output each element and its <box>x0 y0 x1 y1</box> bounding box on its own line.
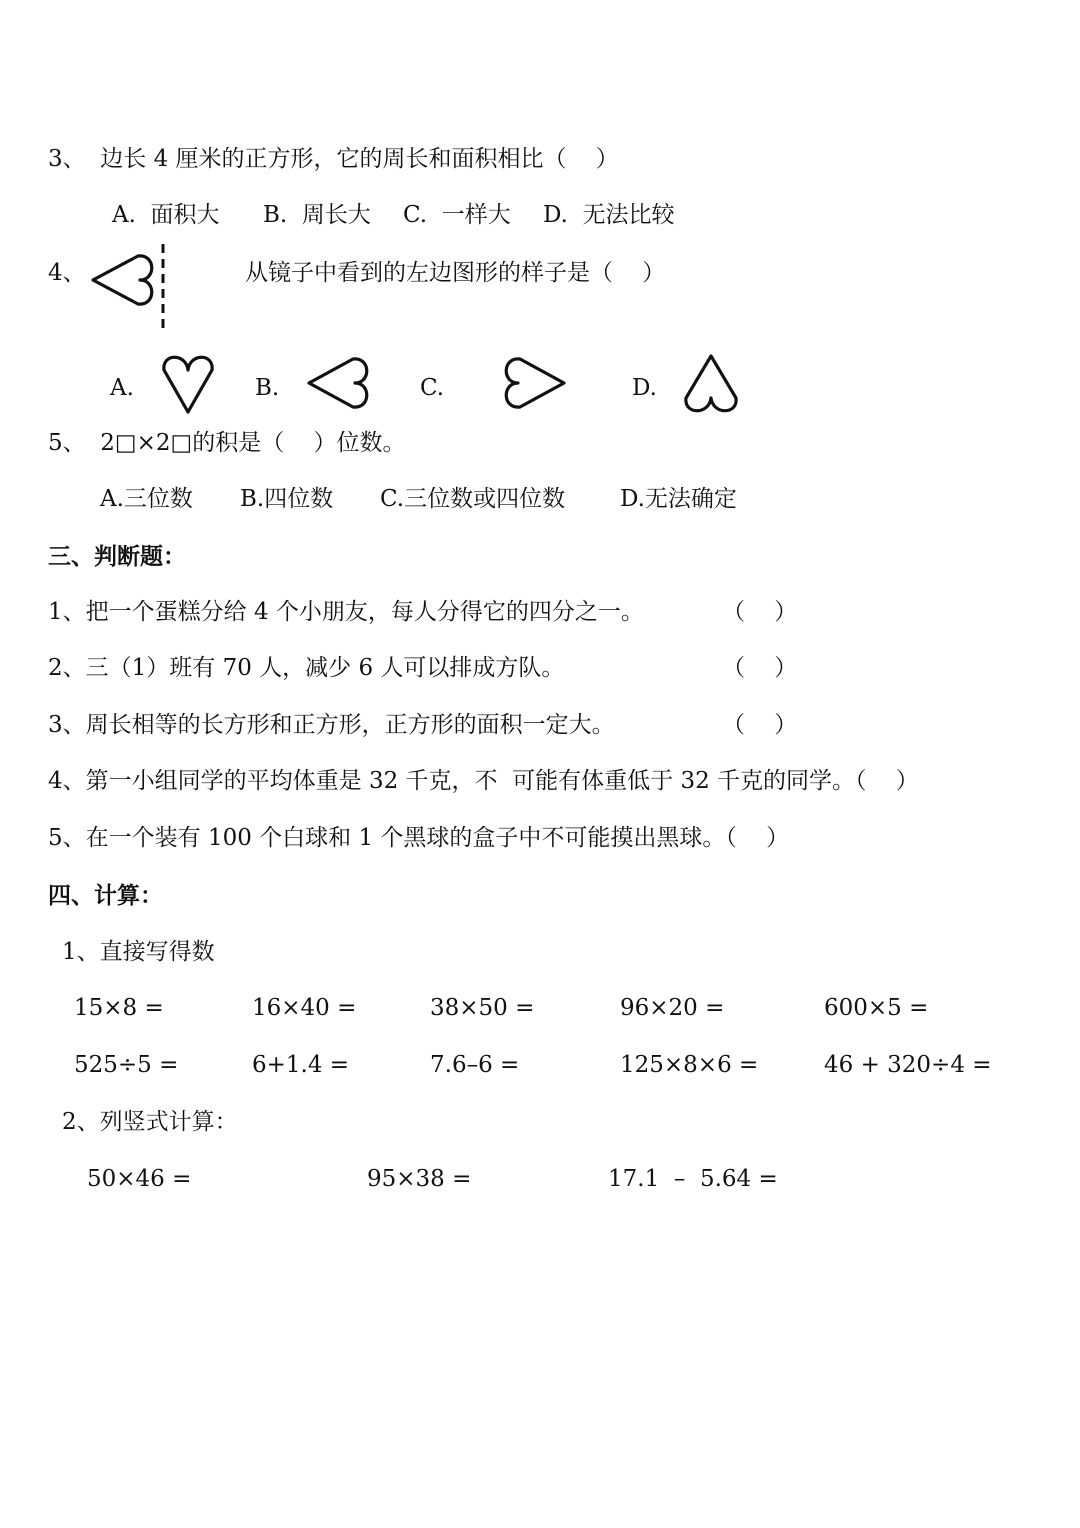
calc-item[interactable]: 15×8 = <box>74 995 164 1021</box>
q5-option-a[interactable]: A.三位数 <box>100 486 193 512</box>
q4-option-c-label[interactable]: C. <box>420 375 445 401</box>
heart-down-pointing-icon[interactable] <box>160 352 216 416</box>
section-3-title: 三、判断题： <box>48 543 186 570</box>
calc-sub1-title: 1、直接写得数 <box>62 939 215 965</box>
calc-item[interactable]: 16×40 = <box>252 995 357 1021</box>
q4-option-d-label[interactable]: D. <box>632 375 657 401</box>
q3-option-c[interactable]: C. 一样大 <box>403 202 511 228</box>
mirror-line <box>158 244 168 332</box>
calc-item[interactable]: 6+1.4 = <box>252 1052 350 1078</box>
q3-text: 3、 边长 4 厘米的正方形，它的周长和面积相比（ ） <box>48 146 619 172</box>
q5-option-c[interactable]: C.三位数或四位数 <box>380 486 566 512</box>
q3-option-b[interactable]: B. 周长大 <box>263 202 371 228</box>
calc-item[interactable]: 96×20 = <box>620 995 725 1021</box>
calc-item[interactable]: 525÷5 = <box>74 1052 179 1078</box>
section-4-title: 四、计算： <box>48 882 163 909</box>
judge-item-2: 2、三（1）班有 70 人，减少 6 人可以排成方队。 <box>48 655 565 681</box>
q4-text: 从镜子中看到的左边图形的样子是（ ） <box>245 260 666 286</box>
judge-item-5[interactable]: 5、在一个装有 100 个白球和 1 个黑球的盒子中不可能摸出黑球。（ ） <box>48 825 790 851</box>
q4-option-b-label[interactable]: B. <box>255 375 280 401</box>
judge-blank-1[interactable]: （ ） <box>722 599 798 625</box>
calc-sub2-title: 2、列竖式计算： <box>62 1109 238 1135</box>
q5-text: 5、 2□×2□的积是（ ）位数。 <box>48 430 406 456</box>
q3-option-a[interactable]: A. 面积大 <box>112 202 220 228</box>
q5-option-d[interactable]: D.无法确定 <box>620 486 737 512</box>
q4-number: 4、 <box>48 260 86 286</box>
judge-item-4[interactable]: 4、第一小组同学的平均体重是 32 千克，不 可能有体重低于 32 千克的同学。（ ） <box>48 768 919 794</box>
heart-up-pointing-icon[interactable] <box>682 352 740 418</box>
vertical-calc-item[interactable]: 95×38 = <box>367 1166 472 1192</box>
heart-left-pointing-icon[interactable] <box>305 354 373 412</box>
judge-blank-3[interactable]: （ ） <box>722 712 798 738</box>
calc-item[interactable]: 46 + 320÷4 = <box>824 1052 992 1078</box>
q5-option-b[interactable]: B.四位数 <box>240 486 334 512</box>
heart-left-pointing-icon <box>88 250 158 310</box>
judge-item-3: 3、周长相等的长方形和正方形，正方形的面积一定大。 <box>48 712 615 738</box>
judge-blank-2[interactable]: （ ） <box>722 655 798 681</box>
vertical-calc-item[interactable]: 17.1 – 5.64 = <box>608 1166 778 1192</box>
calc-item[interactable]: 7.6–6 = <box>430 1052 520 1078</box>
judge-item-1: 1、把一个蛋糕分给 4 个小朋友，每人分得它的四分之一。 <box>48 599 644 625</box>
calc-item[interactable]: 600×5 = <box>824 995 929 1021</box>
heart-right-pointing-icon[interactable] <box>500 354 568 412</box>
q3-option-d[interactable]: D. 无法比较 <box>543 202 675 228</box>
calc-item[interactable]: 38×50 = <box>430 995 535 1021</box>
vertical-calc-item[interactable]: 50×46 = <box>87 1166 192 1192</box>
q4-option-a-label[interactable]: A. <box>110 375 134 401</box>
calc-item[interactable]: 125×8×6 = <box>620 1052 759 1078</box>
